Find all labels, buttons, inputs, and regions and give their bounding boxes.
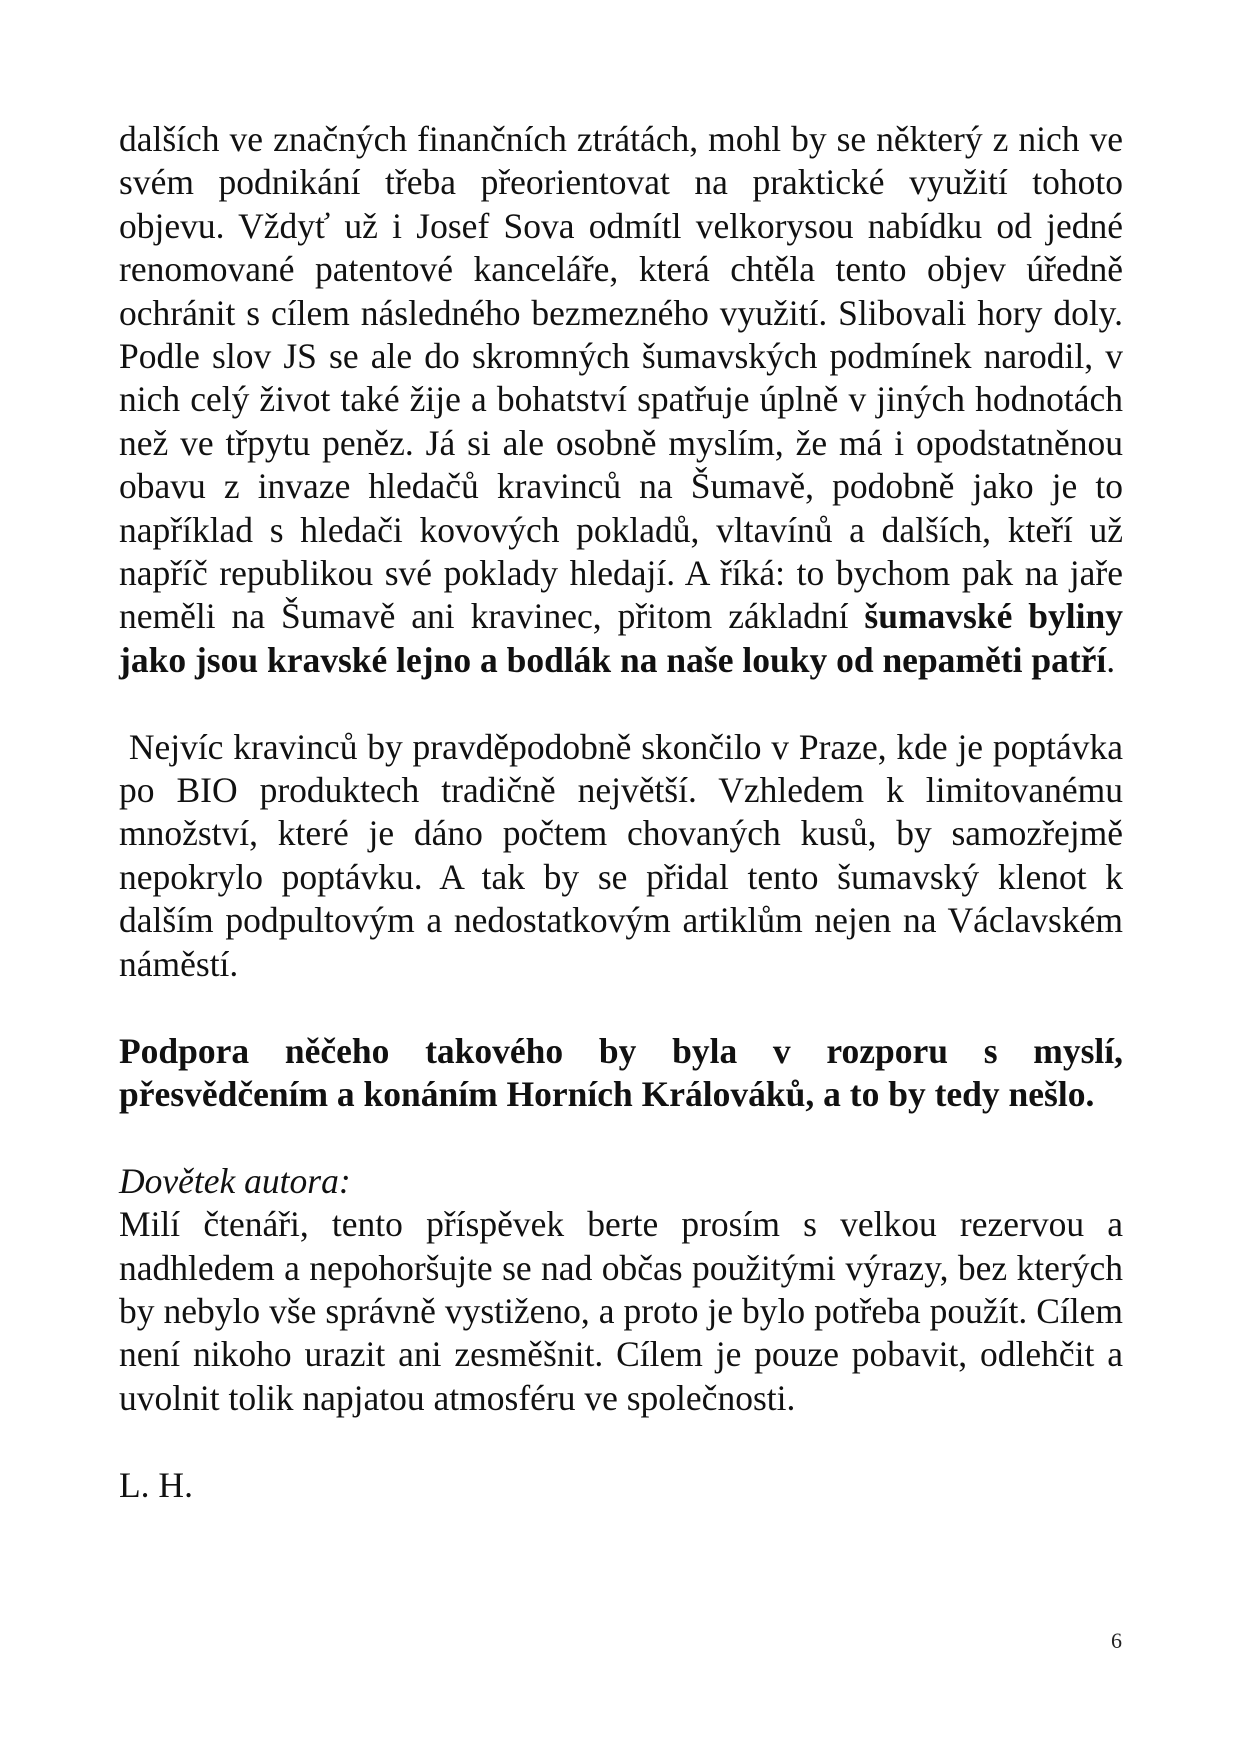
paragraph-conclusion-bold: Podpora něčeho takového by byla v rozporu s myslí, přesvědčením a konáním Horních Králováků, a to by tedy nešlo. (119, 1030, 1123, 1114)
author-signature: L. H. (119, 1464, 193, 1505)
paragraph-spacer (119, 1420, 1123, 1463)
paragraph-indent (119, 727, 129, 767)
page-number: 6 (1111, 1628, 1122, 1653)
paragraph-prague-demand (119, 726, 1123, 986)
paragraph-spacer (119, 986, 1123, 1029)
paragraph-end-punctuation: . (1106, 639, 1116, 680)
paragraph-text: Nejvíc kravinců by pravděpodobně skončilo v Praze, kde je poptávka po BIO produktech tradičně největší. Vzhledem k limitovanému množství, které je dáno počtem chovaných kusů, by samozřejmě nepokrylo poptávku. A tak by se přidal tento šumavský klenot k dalším podpultovým a nedostatkovým artiklům nejen na Václavském náměstí. (119, 726, 1123, 984)
bold-phrase-sumava-herbs: šumavské byliny jako jsou kravské lejno a bodlák na naše louky od nepaměti patří (119, 596, 1123, 680)
afterword-heading: Dovětek autora: (119, 1160, 351, 1201)
paragraph-cow-patent (119, 118, 1123, 682)
paragraph-text: dalších ve značných finančních ztrátách, mohl by se některý z nich ve svém podnikání třeba přeorientovat na praktické využití tohoto objevu. Vždyť už i Josef Sova odmítl velkorysou nabídku od jedné renomované patentové kanceláře, která chtěla tento objev úředně ochránit s cílem následného bezmezného využití. Slibovali hory doly. Podle slov JS se ale do skromných šumavských podmínek narodil, v nich celý život také žije a bohatství spatřuje úplně v jiných hodnotách než ve třpytu peněz. Já si ale osobně myslím, že má i opodstatněnou obavu z invaze hledačů kravinců na Šumavě, podobně jako je to například s hledači kovových pokladů, vltavínů a dalších, kteří už napříč republikou své poklady hledají. A říká: to bychom pak na jaře neměli na Šumavě ani kravinec, přitom základní (119, 119, 1123, 637)
document-page (119, 118, 1123, 1507)
afterword-text: Milí čtenáři, tento příspěvek berte prosím s velkou rezervou a nadhledem a nepohoršujte se nad občas použitými výrazy, bez kterých by nebylo vše správně vystiženo, a proto je bylo potřeba použít. Cílem není nikoho urazit ani zesměšnit. Cílem je pouze pobavit, odlehčit a uvolnit tolik napjatou atmosféru ve společnosti. (119, 1204, 1123, 1418)
paragraph-spacer (119, 1116, 1123, 1159)
paragraph-spacer (119, 682, 1123, 725)
